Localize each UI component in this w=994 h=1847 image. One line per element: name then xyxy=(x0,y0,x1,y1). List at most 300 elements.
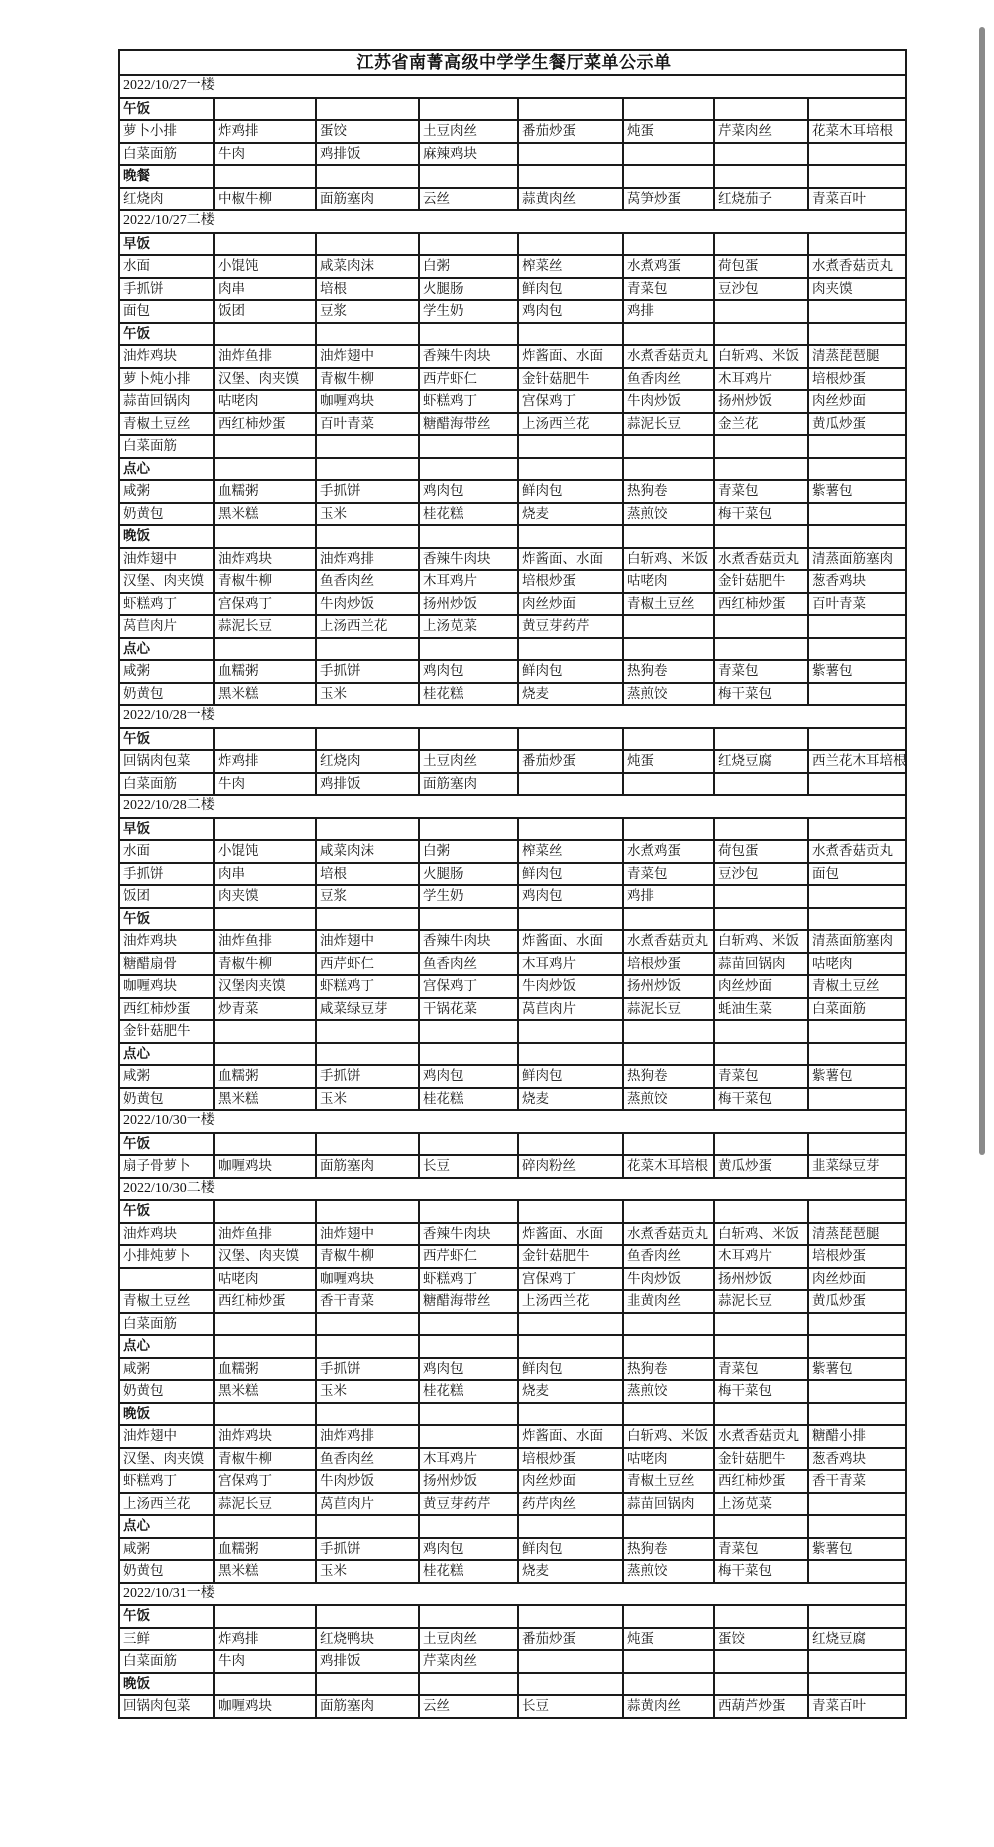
section-date-label: 2022/10/31一楼 xyxy=(119,1583,906,1606)
dish-cell: 白粥 xyxy=(419,840,518,863)
dish-cell: 木耳鸡片 xyxy=(419,570,518,593)
dish-cell: 培根 xyxy=(316,278,419,301)
dish-cell xyxy=(623,1043,714,1066)
dish-cell xyxy=(714,1043,808,1066)
menu-item-row xyxy=(119,1695,906,1718)
dish-cell xyxy=(623,1313,714,1336)
dish-cell: 木耳鸡片 xyxy=(419,1448,518,1471)
dish-cell: 蒸煎饺 xyxy=(623,1088,714,1111)
dish-cell: 紫薯包 xyxy=(808,1358,906,1381)
dish-cell: 金针菇肥牛 xyxy=(714,570,808,593)
dish-cell: 牛肉 xyxy=(214,773,316,796)
dish-cell xyxy=(419,1313,518,1336)
dish-cell: 黑米糕 xyxy=(214,503,316,526)
dish-cell: 黑米糕 xyxy=(214,683,316,706)
dish-cell xyxy=(623,1200,714,1223)
dish-cell xyxy=(623,1133,714,1156)
dish-cell xyxy=(518,1313,623,1336)
dish-cell: 培根炒蛋 xyxy=(518,570,623,593)
dish-cell: 水煮香菇贡丸 xyxy=(623,930,714,953)
menu-item-row xyxy=(119,1290,906,1313)
dish-cell: 面筋塞肉 xyxy=(316,1155,419,1178)
dish-cell: 蚝油生菜 xyxy=(714,998,808,1021)
dish-cell: 玉米 xyxy=(316,1560,419,1583)
dish-cell xyxy=(623,165,714,188)
dish-cell: 蒸煎饺 xyxy=(623,503,714,526)
dish-cell: 油炸鸡块 xyxy=(119,1223,214,1246)
dish-cell xyxy=(714,1673,808,1696)
dish-cell: 面筋塞肉 xyxy=(316,1695,419,1718)
dish-cell: 油炸鱼排 xyxy=(214,930,316,953)
menu-item-row xyxy=(119,1155,906,1178)
dish-cell xyxy=(316,435,419,458)
dish-cell xyxy=(808,1088,906,1111)
dish-cell xyxy=(714,885,808,908)
dish-cell: 牛肉炒饭 xyxy=(316,1470,419,1493)
dish-cell: 肉夹馍 xyxy=(214,885,316,908)
meal-header-row xyxy=(119,1200,906,1223)
dish-cell: 土豆肉丝 xyxy=(419,120,518,143)
dish-cell xyxy=(808,300,906,323)
dish-cell: 干锅花菜 xyxy=(419,998,518,1021)
dish-cell: 牛肉炒饭 xyxy=(518,975,623,998)
dish-cell xyxy=(214,323,316,346)
dish-cell xyxy=(808,323,906,346)
dish-cell: 豆浆 xyxy=(316,300,419,323)
dish-cell: 青椒土豆丝 xyxy=(623,593,714,616)
dish-cell: 火腿肠 xyxy=(419,278,518,301)
dish-cell: 鸡肉包 xyxy=(518,300,623,323)
dish-cell: 虾糕鸡丁 xyxy=(419,1268,518,1291)
dish-cell: 饭团 xyxy=(119,885,214,908)
dish-cell: 蒜苗回锅肉 xyxy=(714,953,808,976)
dish-cell: 面包 xyxy=(119,300,214,323)
dish-cell xyxy=(214,1673,316,1696)
dish-cell: 百叶青菜 xyxy=(808,593,906,616)
meal-header-row xyxy=(119,728,906,751)
dish-cell: 油炸鸡排 xyxy=(316,548,419,571)
dish-cell: 回锅肉包菜 xyxy=(119,1695,214,1718)
dish-cell: 水煮鸡蛋 xyxy=(623,255,714,278)
dish-cell: 长豆 xyxy=(419,1155,518,1178)
dish-cell: 鸡肉包 xyxy=(419,1065,518,1088)
dish-cell xyxy=(419,525,518,548)
dish-cell: 上汤苋菜 xyxy=(714,1493,808,1516)
dish-cell: 水煮香菇贡丸 xyxy=(714,1425,808,1448)
dish-cell: 上汤西兰花 xyxy=(518,413,623,436)
dish-cell: 油炸翅中 xyxy=(316,930,419,953)
dish-cell xyxy=(518,1605,623,1628)
dish-cell: 水煮香菇贡丸 xyxy=(623,345,714,368)
dish-cell xyxy=(714,458,808,481)
dish-cell: 葱香鸡块 xyxy=(808,1448,906,1471)
dish-cell: 烧麦 xyxy=(518,1088,623,1111)
dish-cell xyxy=(316,1673,419,1696)
dish-cell xyxy=(808,503,906,526)
menu-item-row xyxy=(119,1268,906,1291)
dish-cell xyxy=(623,773,714,796)
dish-cell xyxy=(808,1313,906,1336)
dish-cell: 蒜泥长豆 xyxy=(714,1290,808,1313)
dish-cell xyxy=(214,435,316,458)
dish-cell: 牛肉 xyxy=(214,143,316,166)
section-date-row xyxy=(119,795,906,818)
dish-cell: 手抓饼 xyxy=(316,1358,419,1381)
dish-cell: 小馄饨 xyxy=(214,255,316,278)
dish-cell xyxy=(518,1515,623,1538)
dish-cell: 黑米糕 xyxy=(214,1380,316,1403)
dish-cell: 云丝 xyxy=(419,1695,518,1718)
dish-cell: 热狗卷 xyxy=(623,480,714,503)
dish-cell: 梅干菜包 xyxy=(714,503,808,526)
page-title: 江苏省南菁高级中学学生餐厅菜单公示单 xyxy=(119,50,906,75)
dish-cell xyxy=(714,300,808,323)
meal-label: 晚饭 xyxy=(119,1673,214,1696)
dish-cell: 培根炒蛋 xyxy=(808,368,906,391)
dish-cell: 白菜面筋 xyxy=(119,435,214,458)
menu-item-row xyxy=(119,863,906,886)
dish-cell: 烧麦 xyxy=(518,503,623,526)
dish-cell: 白斩鸡、米饭 xyxy=(623,1425,714,1448)
dish-cell: 鱼香肉丝 xyxy=(316,570,419,593)
dish-cell xyxy=(714,1605,808,1628)
dish-cell xyxy=(316,233,419,256)
dish-cell: 桂花糕 xyxy=(419,503,518,526)
title-row xyxy=(119,50,906,75)
dish-cell: 汉堡、肉夹馍 xyxy=(214,368,316,391)
dish-cell: 桂花糕 xyxy=(419,1560,518,1583)
dish-cell: 油炸鱼排 xyxy=(214,1223,316,1246)
dish-cell: 白斩鸡、米饭 xyxy=(714,1223,808,1246)
dish-cell xyxy=(714,1515,808,1538)
dish-cell: 青椒牛柳 xyxy=(214,953,316,976)
dish-cell: 油炸翅中 xyxy=(316,1223,419,1246)
dish-cell: 麻辣鸡块 xyxy=(419,143,518,166)
dish-cell: 西葫芦炒蛋 xyxy=(714,1695,808,1718)
dish-cell: 奶黄包 xyxy=(119,683,214,706)
meal-header-row xyxy=(119,525,906,548)
dish-cell xyxy=(808,683,906,706)
dish-cell: 血糯粥 xyxy=(214,1358,316,1381)
dish-cell: 牛肉炒饭 xyxy=(623,390,714,413)
dish-cell: 榨菜丝 xyxy=(518,840,623,863)
dish-cell: 油炸鸡块 xyxy=(214,548,316,571)
dish-cell: 番茄炒蛋 xyxy=(518,120,623,143)
dish-cell xyxy=(808,1605,906,1628)
dish-cell: 培根炒蛋 xyxy=(623,953,714,976)
dish-cell xyxy=(623,1335,714,1358)
dish-cell: 青菜包 xyxy=(714,1358,808,1381)
dish-cell: 扬州炒饭 xyxy=(623,975,714,998)
dish-cell: 西红柿炒蛋 xyxy=(119,998,214,1021)
dish-cell: 荷包蛋 xyxy=(714,255,808,278)
dish-cell xyxy=(518,435,623,458)
menu-item-row xyxy=(119,1020,906,1043)
dish-cell xyxy=(623,525,714,548)
dish-cell: 金兰花 xyxy=(714,413,808,436)
dish-cell: 水煮香菇贡丸 xyxy=(808,255,906,278)
dish-cell xyxy=(214,1515,316,1538)
dish-cell: 宫保鸡丁 xyxy=(214,593,316,616)
dish-cell: 梅干菜包 xyxy=(714,1560,808,1583)
dish-cell: 奶黄包 xyxy=(119,1380,214,1403)
dish-cell: 水煮香菇贡丸 xyxy=(623,1223,714,1246)
dish-cell: 碎肉粉丝 xyxy=(518,1155,623,1178)
dish-cell: 鸡排 xyxy=(623,300,714,323)
dish-cell xyxy=(518,908,623,931)
dish-cell: 咕咾肉 xyxy=(214,390,316,413)
dish-cell: 鲜肉包 xyxy=(518,480,623,503)
dish-cell: 鸡排饭 xyxy=(316,1650,419,1673)
dish-cell: 白菜面筋 xyxy=(119,143,214,166)
dish-cell xyxy=(518,525,623,548)
menu-item-row xyxy=(119,1650,906,1673)
dish-cell: 梅干菜包 xyxy=(714,1088,808,1111)
dish-cell: 长豆 xyxy=(518,1695,623,1718)
dish-cell xyxy=(623,1515,714,1538)
dish-cell xyxy=(419,458,518,481)
dish-cell: 鱼香肉丝 xyxy=(623,368,714,391)
dish-cell xyxy=(808,525,906,548)
dish-cell xyxy=(419,638,518,661)
dish-cell xyxy=(518,818,623,841)
dish-cell: 炖蛋 xyxy=(623,120,714,143)
dish-cell: 白菜面筋 xyxy=(119,1313,214,1336)
dish-cell xyxy=(419,1133,518,1156)
dish-cell: 黄豆芽药芹 xyxy=(419,1493,518,1516)
menu-item-row xyxy=(119,930,906,953)
dish-cell: 虾糕鸡丁 xyxy=(119,1470,214,1493)
dish-cell: 香辣牛肉块 xyxy=(419,930,518,953)
dish-cell: 黄瓜炒蛋 xyxy=(808,1290,906,1313)
dish-cell: 上汤西兰花 xyxy=(119,1493,214,1516)
dish-cell: 鱼香肉丝 xyxy=(419,953,518,976)
dish-cell: 咖喱鸡块 xyxy=(214,1695,316,1718)
dish-cell: 青椒牛柳 xyxy=(214,570,316,593)
dish-cell: 红烧茄子 xyxy=(714,188,808,211)
dish-cell: 饭团 xyxy=(214,300,316,323)
menu-item-row xyxy=(119,1470,906,1493)
dish-cell xyxy=(316,323,419,346)
dish-cell xyxy=(623,908,714,931)
section-date-row xyxy=(119,1583,906,1606)
dish-cell xyxy=(808,1560,906,1583)
dish-cell: 宫保鸡丁 xyxy=(214,1470,316,1493)
dish-cell: 鲜肉包 xyxy=(518,1538,623,1561)
meal-label: 早饭 xyxy=(119,233,214,256)
vertical-scrollbar[interactable] xyxy=(979,27,985,1155)
dish-cell: 蒜泥长豆 xyxy=(214,615,316,638)
dish-cell: 花菜木耳培根 xyxy=(623,1155,714,1178)
dish-cell xyxy=(316,1043,419,1066)
dish-cell: 水煮香菇贡丸 xyxy=(714,548,808,571)
dish-cell xyxy=(518,1650,623,1673)
dish-cell xyxy=(419,1673,518,1696)
dish-cell: 手抓饼 xyxy=(119,278,214,301)
menu-item-row xyxy=(119,1065,906,1088)
menu-item-row xyxy=(119,503,906,526)
dish-cell: 汉堡、肉夹馍 xyxy=(214,1245,316,1268)
dish-cell xyxy=(808,1403,906,1426)
dish-cell: 鸡肉包 xyxy=(518,885,623,908)
meal-header-row xyxy=(119,165,906,188)
meal-header-row xyxy=(119,458,906,481)
dish-cell: 红烧肉 xyxy=(316,750,419,773)
dish-cell: 桂花糕 xyxy=(419,1088,518,1111)
dish-cell: 红烧肉 xyxy=(119,188,214,211)
dish-cell xyxy=(316,165,419,188)
meal-label: 午饭 xyxy=(119,1200,214,1223)
dish-cell xyxy=(808,908,906,931)
dish-cell: 鲜肉包 xyxy=(518,1358,623,1381)
dish-cell: 蒜黄肉丝 xyxy=(518,188,623,211)
meal-label: 点心 xyxy=(119,1515,214,1538)
dish-cell xyxy=(714,728,808,751)
dish-cell: 宫保鸡丁 xyxy=(518,1268,623,1291)
dish-cell xyxy=(714,165,808,188)
dish-cell xyxy=(714,143,808,166)
dish-cell xyxy=(214,1605,316,1628)
dish-cell: 虾糕鸡丁 xyxy=(316,975,419,998)
dish-cell xyxy=(214,1403,316,1426)
dish-cell: 肉丝炒面 xyxy=(808,1268,906,1291)
dish-cell xyxy=(419,323,518,346)
dish-cell: 咕咾肉 xyxy=(623,570,714,593)
dish-cell: 油炸鱼排 xyxy=(214,345,316,368)
dish-cell xyxy=(714,233,808,256)
dish-cell: 芹菜肉丝 xyxy=(714,120,808,143)
dish-cell xyxy=(808,233,906,256)
dish-cell: 葱香鸡块 xyxy=(808,570,906,593)
dish-cell: 烧麦 xyxy=(518,1560,623,1583)
dish-cell: 蒸煎饺 xyxy=(623,683,714,706)
menu-item-row xyxy=(119,773,906,796)
dish-cell: 红烧豆腐 xyxy=(808,1628,906,1651)
dish-cell: 清蒸面筋塞肉 xyxy=(808,548,906,571)
dish-cell: 萝卜炖小排 xyxy=(119,368,214,391)
dish-cell: 香干青菜 xyxy=(808,1470,906,1493)
dish-cell: 荷包蛋 xyxy=(714,840,808,863)
menu-item-row xyxy=(119,435,906,458)
dish-cell xyxy=(623,1650,714,1673)
dish-cell: 咸粥 xyxy=(119,1065,214,1088)
dish-cell: 木耳鸡片 xyxy=(714,1245,808,1268)
dish-cell xyxy=(419,1020,518,1043)
menu-item-row xyxy=(119,1380,906,1403)
dish-cell xyxy=(808,1335,906,1358)
dish-cell xyxy=(808,1133,906,1156)
dish-cell: 木耳鸡片 xyxy=(518,953,623,976)
menu-item-row xyxy=(119,975,906,998)
meal-header-row xyxy=(119,1133,906,1156)
dish-cell xyxy=(623,1020,714,1043)
dish-cell: 青椒土豆丝 xyxy=(119,1290,214,1313)
dish-cell: 梅干菜包 xyxy=(714,1380,808,1403)
dish-cell xyxy=(808,638,906,661)
dish-cell: 肉串 xyxy=(214,278,316,301)
dish-cell: 青菜百叶 xyxy=(808,1695,906,1718)
dish-cell xyxy=(518,458,623,481)
dish-cell xyxy=(316,728,419,751)
dish-cell xyxy=(623,1605,714,1628)
dish-cell: 咖喱鸡块 xyxy=(119,975,214,998)
meal-label: 午饭 xyxy=(119,1133,214,1156)
menu-item-row xyxy=(119,480,906,503)
dish-cell: 西芹虾仁 xyxy=(419,368,518,391)
dish-cell: 热狗卷 xyxy=(623,1358,714,1381)
dish-cell: 黄瓜炒蛋 xyxy=(808,413,906,436)
dish-cell xyxy=(518,728,623,751)
dish-cell: 血糯粥 xyxy=(214,480,316,503)
dish-cell xyxy=(518,143,623,166)
dish-cell xyxy=(419,1043,518,1066)
meal-header-row xyxy=(119,1043,906,1066)
dish-cell: 血糯粥 xyxy=(214,1065,316,1088)
section-date-label: 2022/10/27二楼 xyxy=(119,210,906,233)
dish-cell xyxy=(808,615,906,638)
dish-cell xyxy=(214,1335,316,1358)
dish-cell xyxy=(714,1403,808,1426)
dish-cell xyxy=(623,638,714,661)
dish-cell: 肉丝炒面 xyxy=(808,390,906,413)
dish-cell: 蒜泥长豆 xyxy=(623,998,714,1021)
dish-cell xyxy=(714,525,808,548)
dish-cell: 咸菜肉沫 xyxy=(316,255,419,278)
dish-cell xyxy=(808,1673,906,1696)
dish-cell: 西红柿炒蛋 xyxy=(714,1470,808,1493)
dish-cell: 热狗卷 xyxy=(623,1065,714,1088)
dish-cell: 豆沙包 xyxy=(714,863,808,886)
dish-cell: 糖醋小排 xyxy=(808,1425,906,1448)
meal-header-row xyxy=(119,1605,906,1628)
dish-cell: 手抓饼 xyxy=(316,1065,419,1088)
dish-cell xyxy=(623,435,714,458)
dish-cell: 青菜包 xyxy=(623,278,714,301)
dish-cell: 牛肉炒饭 xyxy=(316,593,419,616)
meal-header-row xyxy=(119,908,906,931)
dish-cell: 手抓饼 xyxy=(119,863,214,886)
menu-item-row xyxy=(119,998,906,1021)
dish-cell xyxy=(214,165,316,188)
dish-cell: 红烧鸭块 xyxy=(316,1628,419,1651)
dish-cell xyxy=(714,638,808,661)
dish-cell: 白斩鸡、米饭 xyxy=(714,930,808,953)
dish-cell: 芹菜肉丝 xyxy=(419,1650,518,1673)
section-date-row xyxy=(119,210,906,233)
dish-cell xyxy=(808,143,906,166)
dish-cell: 玉米 xyxy=(316,503,419,526)
dish-cell: 白菜面筋 xyxy=(808,998,906,1021)
dish-cell: 油炸翅中 xyxy=(316,345,419,368)
dish-cell xyxy=(214,1133,316,1156)
meal-label: 晚饭 xyxy=(119,1403,214,1426)
dish-cell: 紫薯包 xyxy=(808,480,906,503)
dish-cell: 豆沙包 xyxy=(714,278,808,301)
dish-cell: 学生奶 xyxy=(419,885,518,908)
dish-cell: 肉丝炒面 xyxy=(714,975,808,998)
menu-item-row xyxy=(119,953,906,976)
dish-cell: 玉米 xyxy=(316,683,419,706)
dish-cell: 紫薯包 xyxy=(808,1065,906,1088)
dish-cell: 百叶青菜 xyxy=(316,413,419,436)
dish-cell xyxy=(214,1043,316,1066)
dish-cell: 奶黄包 xyxy=(119,1088,214,1111)
dish-cell: 咕咾肉 xyxy=(623,1448,714,1471)
dish-cell: 萝卜小排 xyxy=(119,120,214,143)
meal-label: 午饭 xyxy=(119,1605,214,1628)
dish-cell: 小排炖萝卜 xyxy=(119,1245,214,1268)
meal-label: 晚餐 xyxy=(119,165,214,188)
